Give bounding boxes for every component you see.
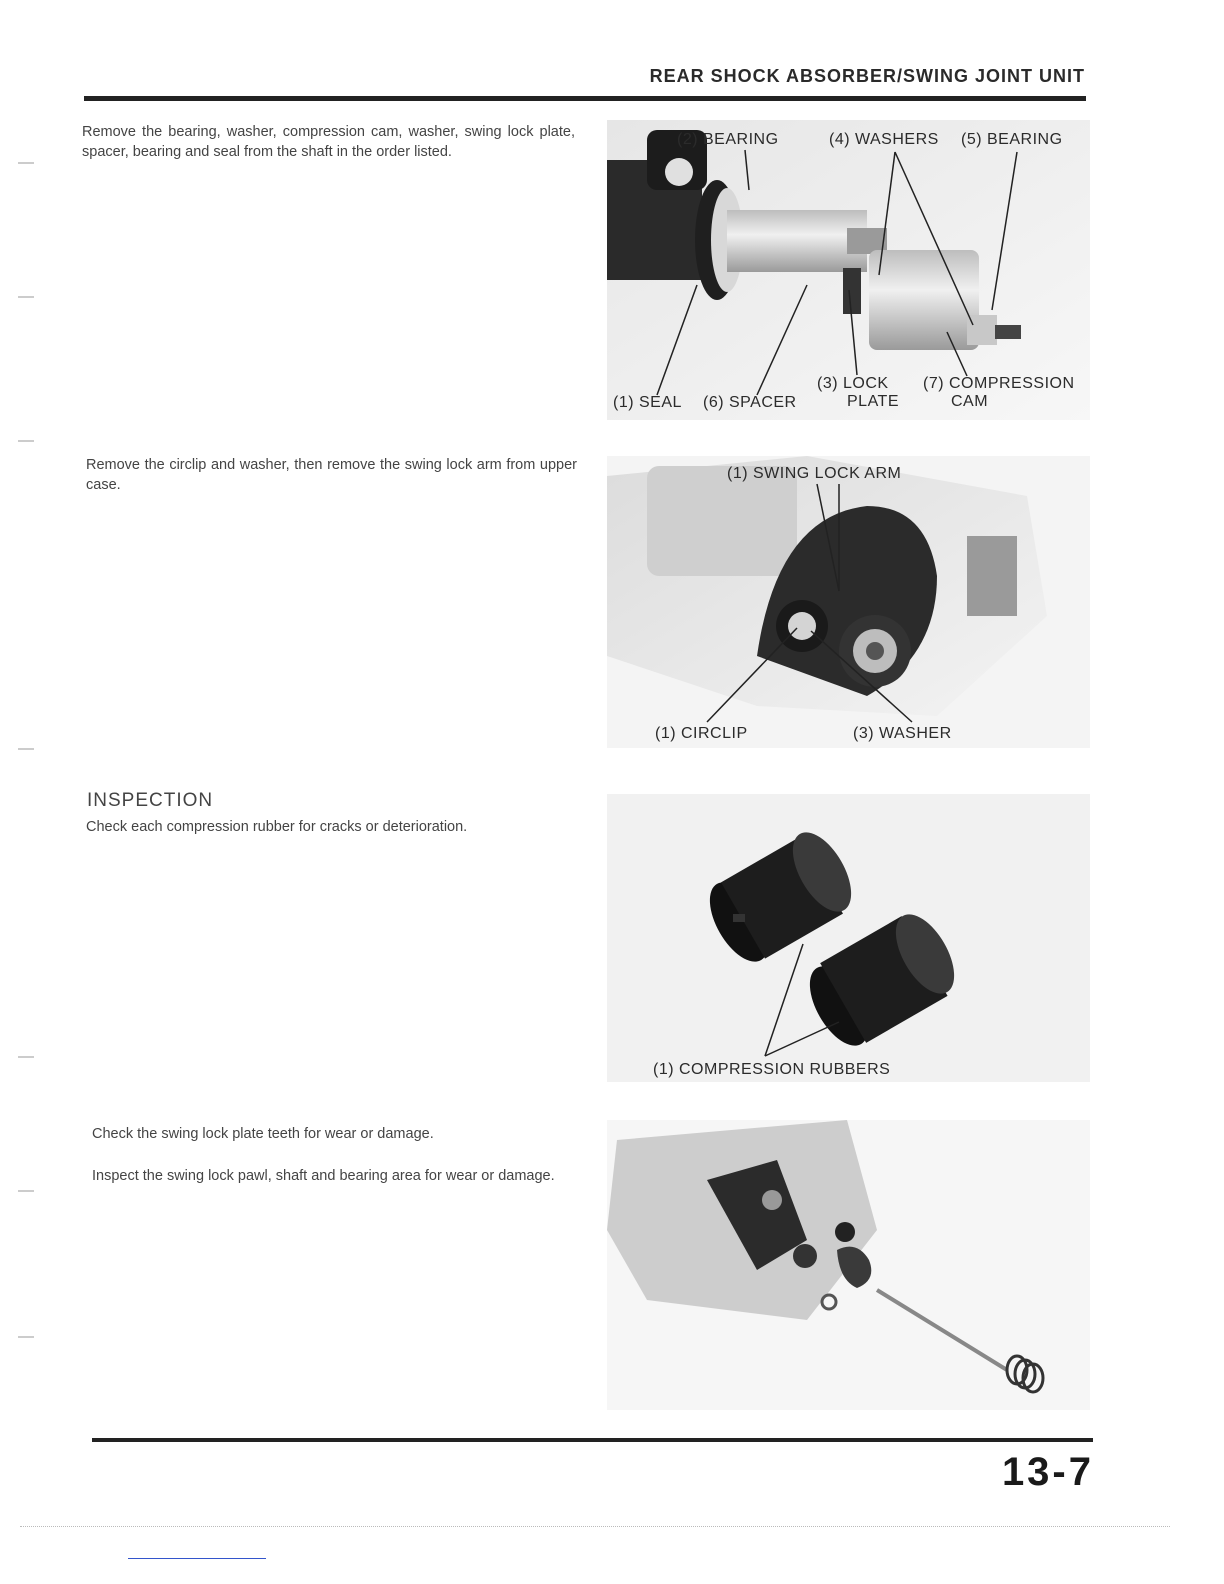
- label-bearing-5: (5) BEARING: [961, 131, 1063, 148]
- label-compression-rubbers: (1) COMPRESSION RUBBERS: [653, 1061, 891, 1078]
- section-4-text-2: Inspect the swing lock pawl, shaft and bearing area for wear or damage.: [92, 1168, 555, 1184]
- label-spacer-6: (6) SPACER: [703, 394, 797, 411]
- label-washers-4: (4) WASHERS: [829, 131, 939, 148]
- section-4-text-1: Check the swing lock plate teeth for wear or damage.: [92, 1126, 434, 1142]
- inspection-heading: INSPECTION: [87, 790, 214, 811]
- figure-swing-lock-parts: [607, 1120, 1090, 1410]
- section-2-text: Remove the circlip and washer, then remove the swing lock arm from upper case.: [86, 457, 577, 493]
- label-circlip: (1) CIRCLIP: [655, 725, 748, 742]
- page-number: 13-7: [1001, 1450, 1094, 1494]
- margin-mark: [18, 440, 34, 442]
- footer-dotted-line: [20, 1526, 1170, 1528]
- figure-compression-rubbers: [607, 794, 1090, 1082]
- label-swing-lock-arm: (1) SWING LOCK ARM: [727, 465, 902, 482]
- margin-mark: [18, 748, 34, 750]
- margin-mark: [18, 162, 34, 164]
- label-washer: (3) WASHER: [853, 725, 952, 742]
- shaft-spacer: [727, 210, 867, 272]
- header-rule: [84, 96, 1086, 101]
- footer-rule: [92, 1438, 1093, 1442]
- margin-mark: [18, 1056, 34, 1058]
- label-lock-plate-3a: (3) LOCK: [817, 375, 889, 392]
- label-compression-cam-7a: (7) COMPRESSION: [923, 375, 1075, 392]
- label-bearing-2: (2) BEARING: [677, 131, 779, 148]
- section-1-text: Remove the bearing, washer, compression cam, washer, swing lock plate, spacer, bearing and seal from the shaft in the order listed.: [82, 124, 575, 160]
- footer-link-underline: [128, 1558, 266, 1559]
- margin-mark: [18, 296, 34, 298]
- margin-mark: [18, 1336, 34, 1338]
- label-compression-cam-7b: CAM: [951, 393, 989, 410]
- label-lock-plate-3b: PLATE: [847, 393, 899, 410]
- section-3-text: Check each compression rubber for cracks or deterioration.: [86, 819, 468, 835]
- page-header-title: REAR SHOCK ABSORBER/SWING JOINT UNIT: [649, 66, 1085, 86]
- figure-swing-lock-arm: [607, 456, 1090, 748]
- label-seal-1: (1) SEAL: [613, 394, 682, 411]
- figure-shaft-disassembly: [607, 120, 1090, 420]
- circlip: [788, 612, 816, 640]
- margin-mark: [18, 1190, 34, 1192]
